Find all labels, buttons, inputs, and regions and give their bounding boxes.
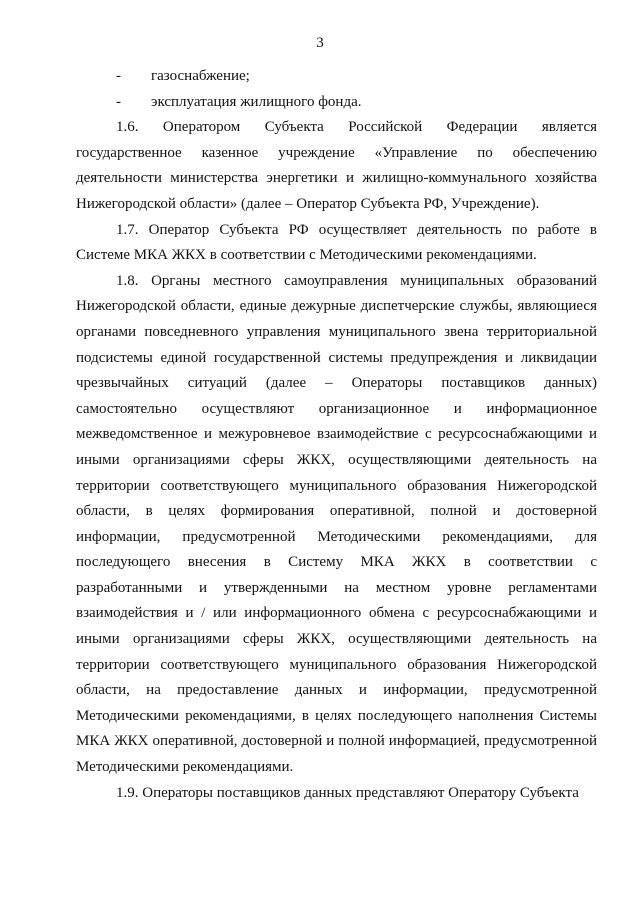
paragraph-1-9: 1.9. Операторы поставщиков данных представляют Оператору Субъекта xyxy=(116,784,579,801)
bullet-text: газоснабжение; xyxy=(151,68,250,84)
bullet-text: эксплуатация жилищного фонда. xyxy=(151,93,362,110)
paragraph-1-8: 1.8. Органы местного самоуправления муниципальных образований Нижегородской области, единые дежурные диспетчерские службы, являющиеся органами повседневного управления муниципального звена территориальной подсистемы единой государственной системы предупреждения и ликвидации чрезвычайных ситуаций (далее – Операторы поставщиков данных) самостоятельно осуществляют организационное и информационное межведомственное и межуровневое взаимодействие с ресурсоснабжающими и иными организациями сферы ЖКХ, осуществляющими деятельность на территории соответствующего муниципального образования Нижегородской области, в целях формирования оперативной, полной и достоверной информации, предусмотренной Методическими рекомендациями, для последующего внесения в Систему МКА ЖКХ в соответствии с разработанными и утвержденными на местном уровне регламентами взаимодействия и / или информационного обмена с ресурсоснабжающими и иными организациями сферы ЖКХ, осуществляющими деятельность на территории соответствующего муниципального образования Нижегородской области, на предоставление данных и информации, предусмотренной Методическими рекомендациями, в целях последующего наполнения Системы МКА ЖКХ оперативной, достоверной и полной информацией, предусмотренной Методическими рекомендациями. xyxy=(76,272,597,776)
bullet-dash: - xyxy=(116,68,121,84)
bullet-dash: - xyxy=(116,93,121,110)
document-body xyxy=(76,64,597,806)
paragraph-1-6: 1.6. Оператором Субъекта Российской Федерации является государственное казенное учреждение «Управление по обеспечению деятельности министерства энергетики и жилищно-коммунального хозяйства Нижегородской области» (далее – Оператор Субъекта РФ, Учреждение). xyxy=(76,119,597,212)
bullet-item-housing-operation xyxy=(76,90,597,116)
page-number: 3 xyxy=(316,35,324,51)
bullet-item-gas-supply xyxy=(76,64,597,90)
paragraph-1-7: 1.7. Оператор Субъекта РФ осуществляет деятельность по работе в Системе МКА ЖКХ в соответствии с Методическими рекомендациями. xyxy=(76,221,597,264)
